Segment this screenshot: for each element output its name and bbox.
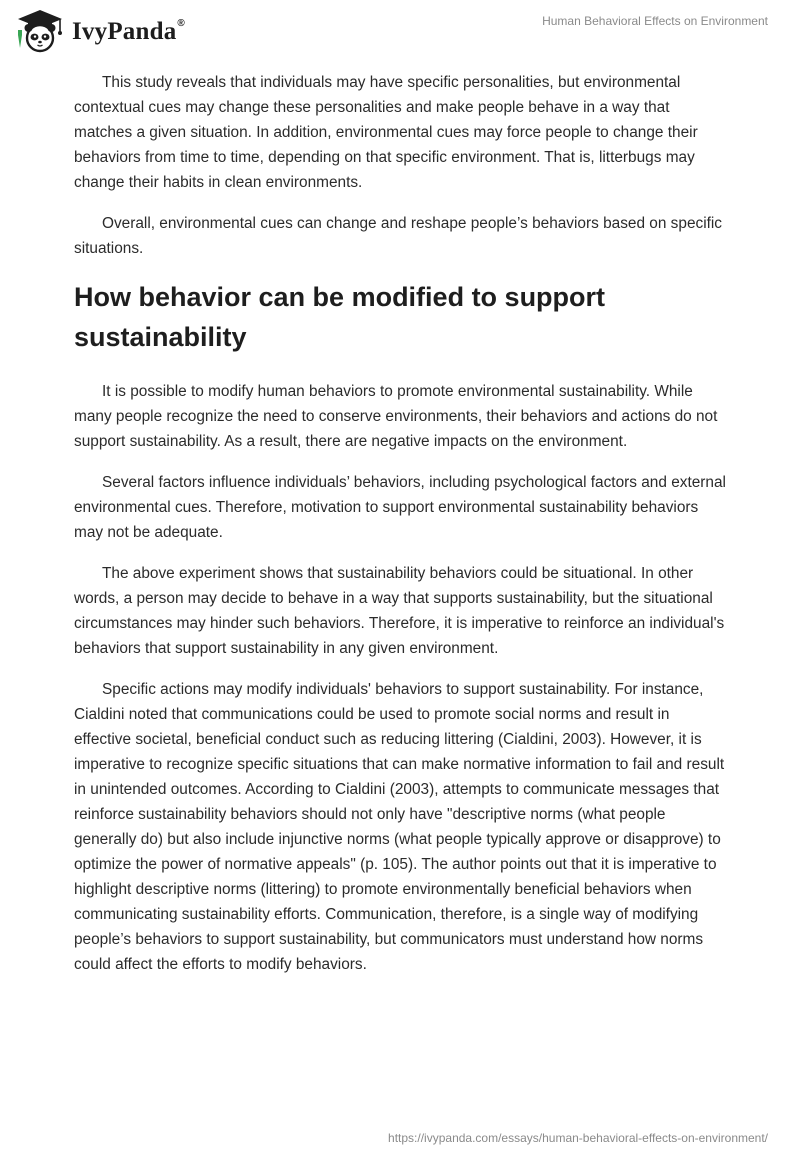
page-header: [0, 0, 800, 60]
paragraph: This study reveals that individuals may have specific personalities, but environmental contextual cues may change these personalities and make people behave in a way that matches a given situation. In addition, environmental cues may force people to change their behaviors from time to time, depending on that specific environment. That is, litterbugs may change their habits in clean environments.: [74, 74, 698, 191]
panda-graduation-cap-icon: [14, 8, 66, 54]
footer-url-link[interactable]: https://ivypanda.com/essays/human-behavioral-effects-on-environment/: [388, 1131, 768, 1145]
paragraph: Overall, environmental cues can change and reshape people’s behaviors based on specific situations.: [74, 215, 723, 257]
brand-logo[interactable]: [14, 8, 185, 54]
paragraph: Specific actions may modify individuals' behaviors to support sustainability. For instance, Cialdini noted that communications could be used to promote social norms and result in effective societal, beneficial conduct such as reducing littering (Cialdini, 2003). However, it is imperative to recognize specific situations that can make normative information to fail and result in unintended outcomes. According to Cialdini (2003), attempts to communicate messages that reinforce sustainability behaviors should not only have "descriptive norms (what people generally do) but also include injunctive norms (what people typically approve or disapprove) to optimize the power of normative appeals" (p. 105). The author points out that it is imperative to highlight descriptive norms (littering) to promote environmentally beneficial behaviors when communicating sustainability efforts. Communication, therefore, is a single way of modifying people’s behaviors to support sustainability, but communicators must understand how norms could affect the efforts to modify behaviors.: [74, 681, 725, 973]
article-body: [74, 70, 728, 993]
paragraph: It is possible to modify human behaviors to promote environmental sustainability. While many people recognize the need to conserve environments, their behaviors and actions do not support sustainability. As a result, there are negative impacts on the environment.: [74, 383, 718, 450]
section-heading: How behavior can be modified to support sustainability: [74, 282, 606, 352]
registered-mark: ®: [177, 17, 185, 29]
paragraph: The above experiment shows that sustainability behaviors could be situational. In other words, a person may decide to behave in a way that supports sustainability, but the situational circumstances may hinder such behaviors. Therefore, it is imperative to reinforce an individual's behaviors that support sustainability in any given environment.: [74, 565, 725, 657]
paragraph: Several factors influence individuals’ behaviors, including psychological factors and external environmental cues. Therefore, motivation to support environmental sustainability behaviors may not be adequate.: [74, 474, 726, 541]
brand-name: IvyPanda®: [72, 17, 185, 45]
document-title: Human Behavioral Effects on Environment: [542, 14, 768, 28]
